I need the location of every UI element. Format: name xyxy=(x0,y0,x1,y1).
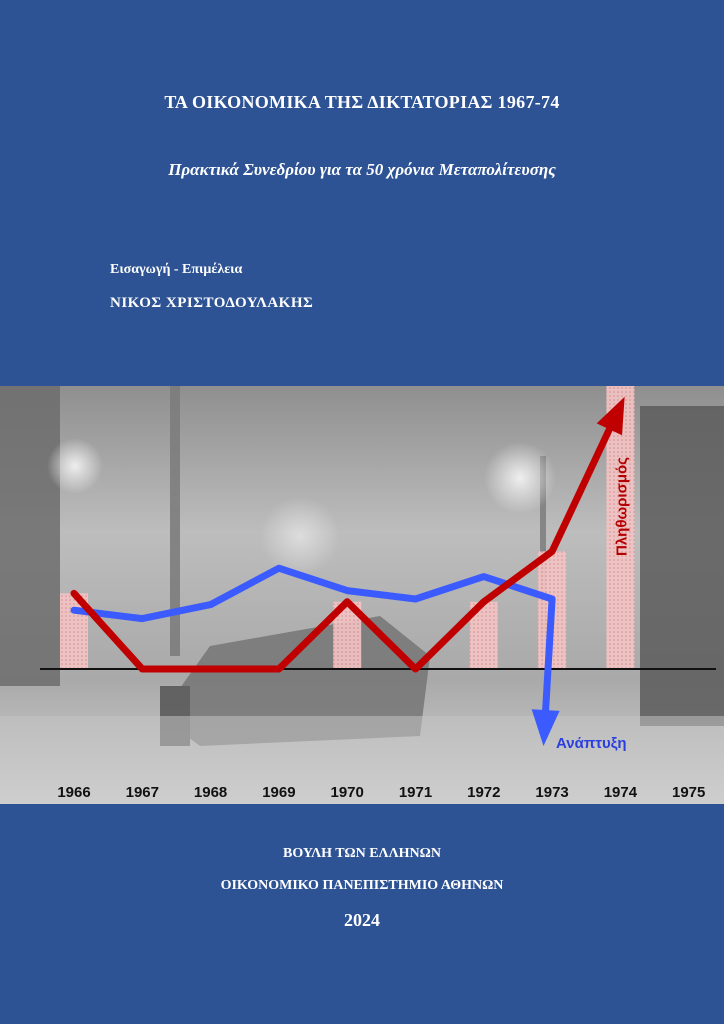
year-tick-1968: 1968 xyxy=(193,784,228,801)
growth-series-label: Ανάπτυξη xyxy=(556,735,627,752)
editor-role-label: Εισαγωγή - Επιμέλεια xyxy=(110,262,243,277)
publisher-university: ΟΙΚΟΝΟΜΙΚΟ ΠΑΝΕΠΙΣΤΗΜΙΟ ΑΘΗΝΩΝ xyxy=(220,878,504,893)
year-tick-1969: 1969 xyxy=(262,784,296,801)
year-tick-1974: 1974 xyxy=(603,784,638,801)
year-tick-1970: 1970 xyxy=(330,784,364,801)
inflation-series-label: Πληθωρισμός xyxy=(613,457,631,556)
publication-year: 2024 xyxy=(344,910,380,930)
year-tick-1966: 1966 xyxy=(57,784,91,801)
chart-svg xyxy=(0,386,724,804)
publisher-parliament: ΒΟΥΛΗ ΤΩΝ ΕΛΛΗΝΩΝ xyxy=(283,846,441,861)
year-tick-1971: 1971 xyxy=(398,784,433,801)
year-tick-1972: 1972 xyxy=(467,784,501,801)
editor-name: ΝΙΚΟΣ ΧΡΙΣΤΟΔΟΥΛΑΚΗΣ xyxy=(110,295,314,311)
cover-chart xyxy=(0,386,724,804)
year-tick-1975: 1975 xyxy=(672,784,706,801)
book-subtitle: Πρακτικά Συνεδρίου για τα 50 χρόνια Μεταπολίτευσης xyxy=(168,160,556,179)
book-title: ΤΑ ΟΙΚΟΝΟΜΙΚΑ ΤΗΣ ΔΙΚΤΑΤΟΡΙΑΣ 1967-74 xyxy=(164,92,560,112)
year-tick-1967: 1967 xyxy=(125,784,159,801)
year-tick-1973: 1973 xyxy=(535,784,569,801)
